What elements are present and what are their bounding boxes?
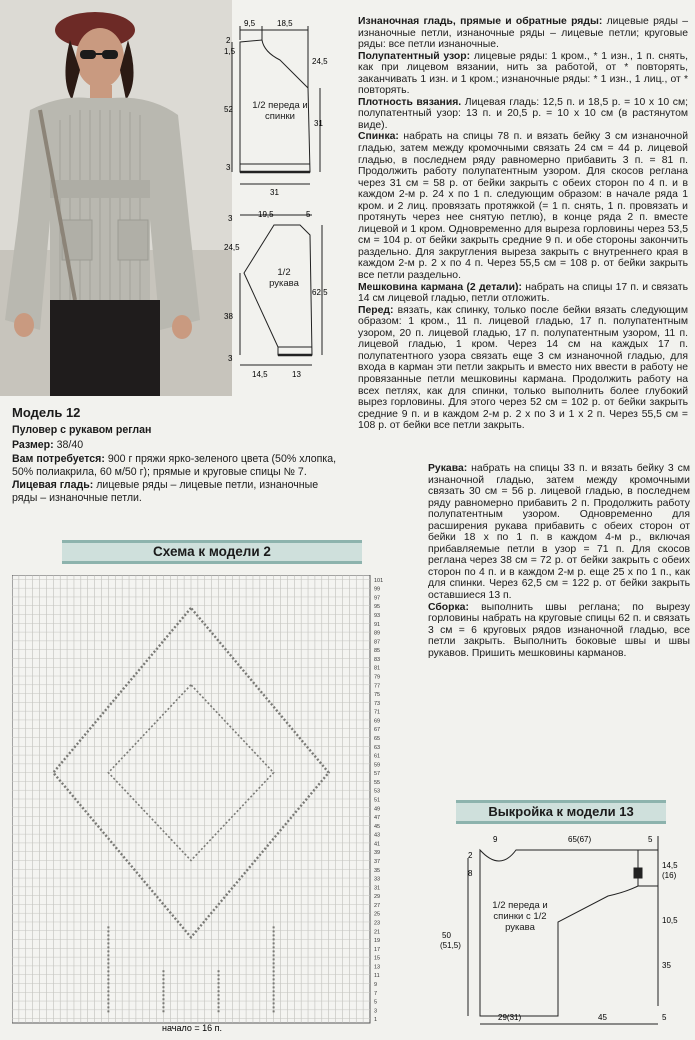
chart-row-number: 41	[374, 841, 381, 848]
chart-row-number: 19	[374, 938, 381, 945]
front-text: вязать, как спинку, только после бейки вязать следующим образом: 1 кром., 11 п. лицевой гладью, 17 п. полупатентным узором, 20 п. лицевой гладью, 17 п. полупатентным узором, 11 п. лицевой гладью, 1 кром. Через 14 см на каждых 17 п. полупатентного узора связать еще 3 см изнаночной гладью, для входа в карман эти петли закрыть и вместо них ввести в работу не провязанные петли мешковины кармана. Продолжить работу на всех петлях, как для спинки, только выполнить более глубокий вырез горловины. Для этого через 52 см = 102 р. от бейки закрыть средние 9 п. и в каждом 2-м р. 2 х по 3 и 1 х 2 п. Через 55,5 см = 108 р. от бейки все петли закрыть.	[358, 304, 688, 432]
p1-d8: 3	[226, 163, 231, 172]
chart-row-number: 99	[374, 586, 381, 593]
chart-row-number: 55	[374, 779, 381, 786]
p2-label: 1/2 рукава	[269, 267, 299, 289]
m13-d12: 5	[662, 1013, 667, 1022]
chart-row-number: 79	[374, 674, 381, 681]
model13-banner: Выкройка к модели 13	[456, 800, 666, 824]
rev-label: Изнаночная гладь, прямые и обратные ряды:	[358, 16, 603, 27]
m13-label: 1/2 переда и спинки с 1/2 рукава	[492, 900, 548, 933]
model-photo	[0, 0, 232, 396]
assembly-text: выполнить швы реглана; по вырезу горловины набрать на круговые спицы 62 п. и связать 3 см = 6 круговых рядов изнаночной гладью, все петли закрыть. Выполнить боковые швы и швы рукавов. Пришить мешковины карманов.	[428, 601, 691, 659]
chart-row-number: 97	[374, 595, 381, 602]
chart-row-number: 5	[374, 999, 378, 1006]
m13-d2: 65(67)	[568, 835, 592, 844]
chart-row-number: 33	[374, 876, 381, 883]
chart-row-number: 63	[374, 744, 381, 751]
p1-d6: 52	[224, 105, 233, 114]
chart-row-number: 59	[374, 762, 381, 769]
chart-row-number: 15	[374, 955, 381, 962]
instructions-column	[358, 16, 688, 432]
chart-row-number: 11	[374, 973, 380, 980]
chart-row-number: 39	[374, 850, 381, 857]
chart-row-number: 91	[374, 621, 381, 628]
materials-value: 900 г пряжи ярко-зеленого цвета (50% хлопка, 50% полиакрила, 60 м/50 г); прямые и круговые спицы № 7.	[12, 452, 337, 478]
gauge-text: Лицевая гладь: 12,5 п. и 18,5 р. = 10 х 10 см; полупатентный узор: 13 п. и 20,5 р. = 10 х 10 см (в растянутом виде).	[358, 96, 688, 131]
chart-row-number: 51	[374, 797, 381, 804]
chart-row-number: 43	[374, 832, 381, 839]
materials-label: Вам потребуется:	[12, 452, 105, 465]
chart-row-number: 21	[374, 929, 381, 936]
pocket-text: набрать на спицы 17 п. и связать 14 см лицевой гладью, петли отложить.	[358, 281, 688, 305]
stockinette-value: лицевые ряды – лицевые петли, изнаночные ряды – изнаночные петли.	[12, 479, 319, 505]
chart-row-number: 53	[374, 788, 381, 795]
p2-d1: 3	[228, 214, 233, 223]
chart-row-number: 3	[374, 1008, 378, 1015]
p2-d2: 19,5	[258, 210, 274, 219]
scheme-banner: Схема к модели 2	[62, 540, 362, 564]
gauge-label: Плотность вязания.	[358, 96, 462, 108]
p1-d9: 31	[270, 188, 279, 197]
chart-row-number: 35	[374, 867, 381, 874]
p2-d3: 5	[306, 210, 311, 219]
pocket-label: Мешковина кармана (2 детали):	[358, 281, 522, 293]
chart-row-number: 9	[374, 981, 378, 988]
p2-d9: 13	[292, 370, 301, 379]
m13-d9: 35	[662, 961, 671, 970]
chart-row-number: 49	[374, 806, 381, 813]
p1-d1: 9,5	[244, 19, 256, 28]
m13-d3: 5	[648, 835, 653, 844]
p1-d4: 1,5	[224, 47, 236, 56]
chart-row-number: 29	[374, 894, 381, 901]
m13-d4: 2	[468, 851, 473, 860]
p1-d7: 31	[314, 119, 323, 128]
chart-row-number: 71	[374, 709, 381, 716]
chart-row-number: 85	[374, 648, 381, 655]
p2-d5: 62,5	[312, 288, 328, 297]
pattern-front-back	[222, 12, 352, 202]
chart-row-number: 89	[374, 630, 381, 637]
p1-d3: 2	[226, 36, 231, 45]
chart-row-labels	[374, 578, 383, 1023]
chart-row-number: 31	[374, 885, 381, 892]
back-label: Спинка:	[358, 131, 399, 143]
half-text: лицевые ряды: 1 кром., * 1 изн., 1 п. снять, как при лицевом вязании, нить за работой, от * повторять, заканчивать 1 изн. и 1 кром.; изнаночные ряды: * 1 изн., 1 лиц., от * повторять.	[358, 50, 688, 97]
pattern-model13	[438, 828, 690, 1033]
p2-d7: 3	[228, 354, 233, 363]
chart-row-number: 95	[374, 604, 381, 611]
size-label: Размер:	[12, 439, 54, 452]
pattern-sleeve	[222, 205, 352, 380]
chart-row-number: 73	[374, 700, 381, 707]
m13-d5: 8	[468, 869, 473, 878]
chart-row-number: 61	[374, 753, 381, 760]
sleeve-label: Рукава:	[428, 463, 468, 474]
chart-row-number: 75	[374, 692, 381, 699]
chart-row-number: 13	[374, 964, 381, 971]
chart-row-number: 67	[374, 727, 381, 734]
chart-row-number: 81	[374, 665, 381, 672]
p2-d6: 38	[224, 312, 233, 321]
model-photo-illustration	[0, 0, 232, 396]
chart-row-number: 23	[374, 920, 381, 927]
m13-d7: 10,5	[662, 916, 678, 925]
chart-row-number: 45	[374, 823, 381, 830]
m13-d8: 50	[442, 931, 451, 940]
model12-info	[12, 405, 342, 506]
model12-subtitle: Пуловер с рукавом реглан	[12, 424, 152, 436]
chart-row-number: 87	[374, 639, 381, 646]
chart-row-number: 7	[374, 990, 378, 997]
chart-row-number: 83	[374, 656, 381, 663]
chart-row-number: 27	[374, 902, 381, 909]
chart-row-number: 17	[374, 946, 381, 953]
chart-row-number: 1	[374, 1017, 378, 1024]
assembly-label: Сборка:	[428, 601, 469, 613]
chart-row-number: 47	[374, 815, 381, 822]
m13-d10: 29(31)	[498, 1013, 522, 1022]
back-text: набрать на спицы 78 п. и вязать бейку 3 см изнаночной гладью, затем между кромочными связать 24 см = 44 р. лицевой гладью, в последнем ряду равномерно прибавить 3 п. = 81 п. Продолжить работу полупатентным узором. Для скосов реглана через 31 см = 58 р. от бейки закрыть с обеих сторон по 4 п. и в каждом 2-м р. 24 х по 1 п. следующим образом: в начале ряда 1 кром. и 2 лиц. провязать протяжкой (= 1 п. снять, 1 п. провязать и протянуть через нее снятую петлю), в конце ряда 2 п. вместе лицевой и 1 кром. Одновременно для выреза горловины через 53,5 см = 104 р. от бейки закрыть средние 9 п. и обе стороны закончить раздельно. Для закругления выреза закрыть с внутреннего края в каждом 2-м р. 2 х по 4 п. Через 55,5 см = 108 р. от бейки закрыть все петли раздельно.	[358, 131, 689, 282]
chart-start-label: начало = 16 п.	[162, 1023, 222, 1033]
m13-d1: 9	[493, 835, 498, 844]
p1-label: 1/2 переда и спинки	[252, 100, 308, 122]
m13-d8b: (51,5)	[440, 941, 461, 950]
m13-d11: 45	[598, 1013, 607, 1022]
chart-row-number: 37	[374, 858, 381, 865]
model12-title: Модель 12	[12, 405, 81, 420]
chart-row-number: 101	[374, 577, 384, 584]
chart-row-number: 77	[374, 683, 381, 690]
chart-row-number: 93	[374, 613, 381, 620]
sleeve-text: набрать на спицы 33 п. и вязать бейку 3 см изнаночной гладью, затем между кромочными связать 30 см = 56 р. лицевой гладью, в последнем ряду равномерно прибавить 2 п. Продолжить работу полупатентным узором. Одновременно для расширения рукава прибавить с обеих сторон от бейки 18 х по 1 п. в каждом 4-м р., включая прибавляемые петли в узор = 71 п. Для скосов реглана через 38 см = 72 р. от бейки закрыть с обеих сторон по 4 п. и в каждом 2-м р. еще 25 х по 1 п., как для спинки. Через 62,5 см = 122 р. от бейки закрыть оставшиеся 13 п.	[428, 463, 690, 602]
knitting-chart	[12, 575, 412, 1035]
chart-row-number: 69	[374, 718, 381, 725]
p2-d4: 24,5	[224, 243, 240, 252]
p2-d8: 14,5	[252, 370, 268, 379]
p1-d5: 24,5	[312, 57, 328, 66]
chart-row-number: 25	[374, 911, 381, 918]
front-label: Перед:	[358, 304, 394, 316]
chart-row-number: 65	[374, 736, 381, 743]
half-label: Полупатентный узор:	[358, 50, 471, 62]
p1-d2: 18,5	[277, 19, 293, 28]
rev-text: лицевые ряды – изнаночные петли, изнаночные ряды – лицевые петли; круговые ряды: все петли изнаночные.	[358, 16, 688, 51]
chart-row-number: 57	[374, 771, 381, 778]
m13-d6: 14,5	[662, 861, 678, 870]
stockinette-label: Лицевая гладь:	[12, 479, 94, 492]
instructions-column-lower	[428, 463, 690, 659]
m13-d6b: (16)	[662, 871, 677, 880]
size-value: 38/40	[56, 439, 84, 452]
